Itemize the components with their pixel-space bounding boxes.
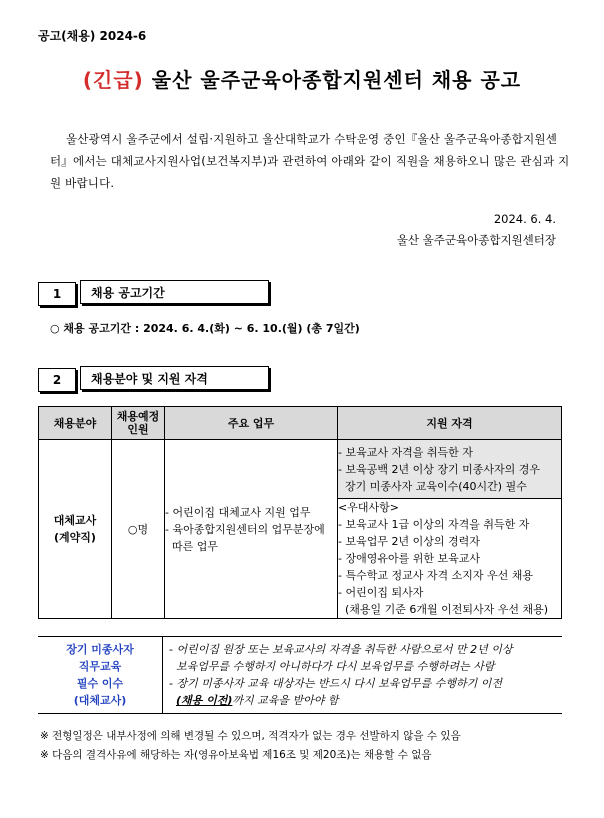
required-item: - 보육공백 2년 이상 장기 미종사자의 경우 [338, 462, 540, 476]
training-label-line: 장기 미종사자 [66, 643, 134, 656]
section-1-number: 1 [38, 282, 76, 306]
training-desc [163, 637, 563, 714]
training-label-line: (대체교사) [73, 694, 127, 707]
footnote: ※ 다음의 결격사유에 해당하는 자(영유아보육법 제16조 및 제20조)는 채용할 수 없음 [40, 749, 432, 761]
header-duties: 주요 업무 [165, 407, 338, 440]
field-cell [39, 440, 112, 619]
urgent-label: (긴급) [82, 68, 144, 92]
recruit-table [38, 406, 562, 619]
section-2-number: 2 [38, 368, 76, 392]
required-item: - 보육교사 자격을 취득한 자 [338, 445, 473, 459]
required-item: 장기 미종사자 교육이수(40시간) 필수 [338, 479, 527, 493]
notice-number: 공고(채용) 2024-6 [38, 29, 147, 43]
issuer-org: 울산 울주군육아종합지원센터장 [396, 233, 556, 247]
title-main: 울산 울주군육아종합지원센터 채용 공고 [143, 68, 522, 92]
training-line-rest: 까지 교육을 받아야 함 [232, 694, 339, 707]
table-header-row [39, 407, 562, 440]
header-qualification: 지원 자격 [338, 407, 562, 440]
footnote: ※ 전형일정은 내부사정에 의해 변경될 수 있으며, 적격자가 없는 경우 선발하지 않을 수 있음 [40, 730, 461, 742]
training-line [169, 692, 558, 709]
preferred-qual-cell [338, 499, 562, 619]
training-label-line: 필수 이수 [76, 677, 124, 690]
duty-item: - 육아종합지원센터의 업무분장에 [165, 522, 325, 536]
count-cell: ○명 [112, 440, 165, 619]
field-name: 대체교사 [53, 514, 97, 527]
section-2-title: 채용분야 및 지원 자격 [80, 366, 269, 390]
table-row [38, 637, 562, 714]
recruit-period: ○ 채용 공고기간 : 2024. 6. 4.(화) ~ 6. 10.(월) (총 7일간) [50, 322, 360, 335]
duty-item: 따른 업무 [165, 539, 218, 553]
section-1-title: 채용 공고기간 [80, 280, 269, 304]
preferred-heading: <우대사항> [338, 501, 399, 514]
preferred-item: - 보육업무 2년 이상의 경력자 [338, 535, 480, 548]
header-count: 채용예정 인원 [112, 407, 165, 440]
intro-paragraph: 울산광역시 울주군에서 설립·지원하고 울산대학교가 수탁운영 중인『울산 울주군육아종합지원센터』에서는 대체교사지원사업(보건복지부)과 관련하여 아래와 같이 직원을 채용하오니 많은 관심과 지원 바랍니다. [50, 132, 570, 190]
preferred-item: - 어린이집 퇴사자 [338, 586, 424, 599]
field-type: (계약직) [54, 531, 96, 544]
duties-cell [165, 440, 338, 619]
preferred-item: - 보육교사 1급 이상의 자격을 취득한 자 [338, 518, 530, 531]
preferred-item: - 특수학교 정교사 자격 소지자 우선 채용 [338, 569, 533, 582]
preferred-item: - 장애영유아를 위한 보육교사 [338, 552, 480, 565]
page-title [0, 64, 604, 93]
header-field: 채용분야 [39, 407, 112, 440]
before-hire-note: (채용 이전) [176, 694, 233, 707]
training-label [38, 637, 163, 714]
table-row [39, 440, 562, 499]
notice-date: 2024. 6. 4. [493, 212, 556, 226]
training-table [38, 636, 562, 714]
duty-item: - 어린이집 대체교사 지원 업무 [165, 505, 311, 519]
training-line: - 어린이집 원장 또는 보육교사의 자격을 취득한 사람으로서 만 2년 이상 [169, 643, 513, 656]
training-label-line: 직무교육 [78, 660, 122, 673]
training-line: - 장기 미종사자 교육 대상자는 반드시 다시 보육업무를 수행하기 이전 [169, 677, 502, 690]
training-line: 보육업무를 수행하지 아니하다가 다시 보육업무를 수행하려는 사람 [169, 660, 495, 673]
required-qual-cell [338, 440, 562, 499]
preferred-item: (채용일 기준 6개월 이전퇴사자 우선 채용) [338, 603, 549, 616]
